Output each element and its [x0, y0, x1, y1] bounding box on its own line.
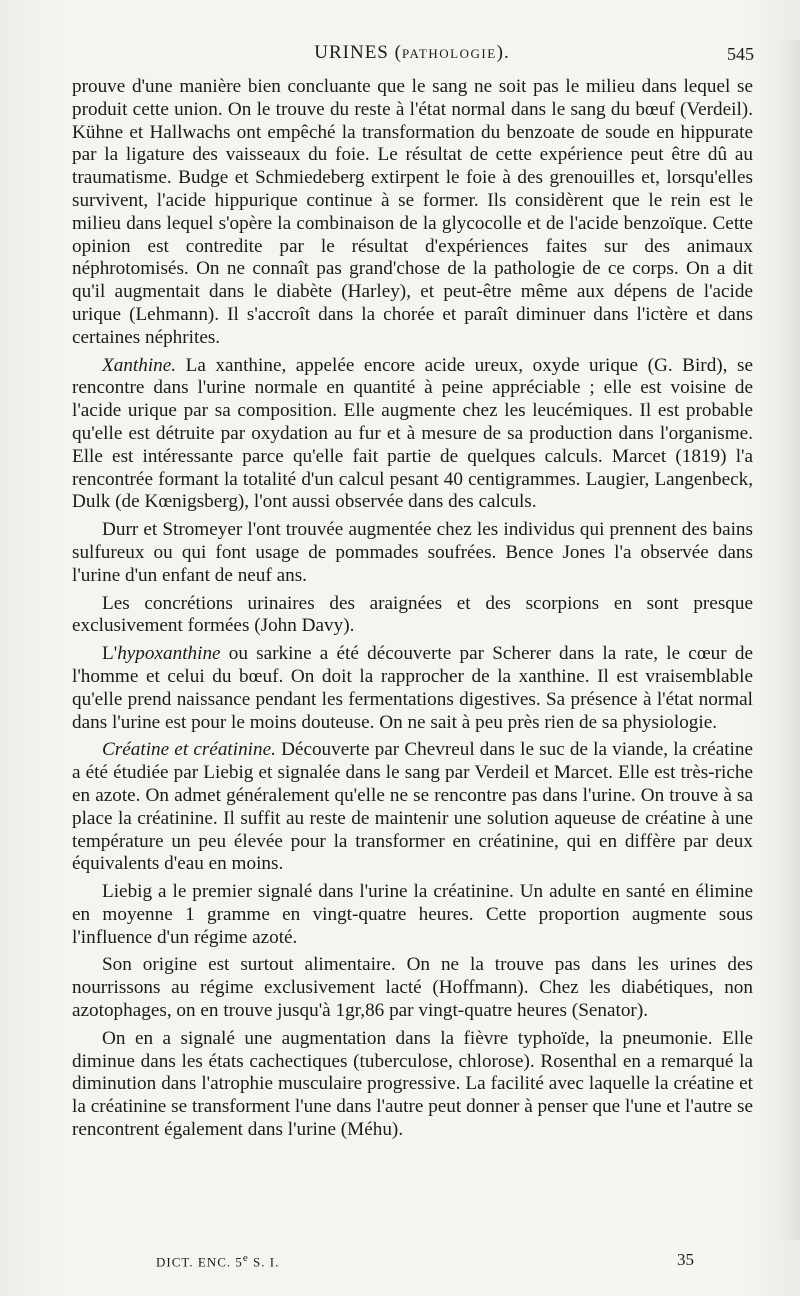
paragraph-concretions	[72, 593, 753, 639]
section-lead-hypoxanthine: hypoxanthine	[117, 643, 221, 665]
page-header	[72, 42, 752, 68]
paragraph-text: ou sarkine a été découverte par Scherer dans la rate, le cœur de l'homme et celui du bœuf. On doit la rapprocher de la xanthine. Il est vraisemblable qu'elle prend naissance pendant les fermentations digestives. Sa présence à l'état normal dans l'urine est pour le moins douteuse. On ne sait à peu près rien de sa physiologie.	[72, 643, 753, 733]
paragraph-text: La xanthine, appelée encore acide ureux, oxyde urique (G. Bird), se rencontre dans l'urine normale en quantité à peine appréciable ; elle est voisine de l'acide urique par sa composition. Elle augmente chez les leucémiques. Il est probable qu'elle est détruite par oxydation au fur et à mesure de sa production dans l'organisme. Elle est intéressante parce qu'elle fait partie de quelques calculs. Marcet (1819) l'a rencontrée formant la totalité d'un calcul pesant 40 centigrammes. Laugier, Langenbeck, Dulk (de Kœnigsberg), l'ont aussi observée dans des calculs.	[72, 354, 753, 513]
running-title-end: ).	[496, 42, 510, 63]
running-title-subtitle: PATHOLOGIE	[401, 46, 497, 61]
section-lead-article: L'	[102, 643, 118, 665]
signature-superscript: e	[242, 1252, 249, 1264]
paragraph-hypoxanthine	[72, 643, 753, 734]
page-footer	[156, 1252, 716, 1274]
paragraph-liebig	[72, 881, 753, 949]
paragraph-text: Son origine est surtout alimentaire. On ne la trouve pas dans les urines des nourrissons au régime exclusivement lacté (Hoffmann). Chez les diabétiques, non azotophages, on en trouve jusqu'à 1gr,86 par vingt-quatre heures (Senator).	[72, 954, 753, 1022]
section-lead-creatine: Créatine et créatinine.	[102, 739, 276, 761]
signature-right: S. I.	[248, 1254, 280, 1270]
paragraph-typhoid	[72, 1028, 753, 1142]
paragraph-text: On en a signalé une augmentation dans la fièvre typhoïde, la pneumonie. Elle diminue dans les états cachectiques (tuberculose, chlorose). Rosenthal en a remarqué la diminution dans l'atrophie musculaire progressive. La facilité avec laquelle la créatine et la créatinine se transforment l'une dans l'autre peut donner à penser que l'une et l'autre se rencontrent également dans l'urine (Méhu).	[72, 1027, 753, 1141]
paragraph-text: Liebig a le premier signalé dans l'urine la créatinine. Un adulte en santé en élimine en moyenne 1 gramme en vingt-quatre heures. Cette proportion augmente sous l'influence d'un régime azoté.	[72, 881, 753, 948]
body-text	[72, 76, 753, 1147]
paragraph-text: prouve d'une manière bien concluante que le sang ne soit pas le milieu dans lequel se produit cette union. On le trouve du reste à l'état normal dans le sang du bœuf (Verdeil). Kühne et Hallwachs ont empêché la transformation du benzoate de soude en hippurate par la ligature des vaisseaux du foie. Le résultat de cette expérience peut être dû au traumatisme. Budge et Schmiedeberg extirpent le foie à des grenouilles et, lorsqu'elles survivent, l'acide hippurique continue à se former. Ils considèrent que le rein est le milieu dans lequel s'opère la combinaison de la glycocolle et de l'acide benzoïque. Cette opinion est contredite par le résultat d'expériences faites sur des animaux néphrotomisés. On ne connaît pas grand'chose de la pathologie de ce corps. On a dit qu'il augmentait dans le diabète (Harley), et peut-être même aux dépens de l'acide urique (Lehmann). Il s'accroît dans la chorée et paraît diminuer dans l'ictère et dans certaines néphrites.	[72, 76, 753, 348]
sheet-number: 35	[677, 1250, 694, 1269]
running-title-main: URINES (	[314, 42, 402, 63]
running-title	[72, 42, 752, 64]
paragraph-text: Découverte par Chevreul dans le suc de la viande, la créatine a été étudiée par Liebig et signalée dans le sang par Verdeil et Marcet. Elle est très-riche en azote. On admet généralement qu'elle ne se rencontre pas dans l'urine. On trouve à sa place la créatinine. Il suffit au reste de maintenir une solution aqueuse de créatine à une température un peu élevée pour la transformer en créatinine, qui en diffère par deux équivalents d'eau en moins.	[72, 739, 753, 875]
paragraph-text: Durr et Stromeyer l'ont trouvée augmentée chez les individus qui prennent des bains sulfureux ou qui font usage de pommades soufrées. Bence Jones l'a observée dans l'urine d'un enfant de neuf ans.	[72, 519, 753, 586]
signature-left: DICT. ENC. 5	[156, 1254, 243, 1270]
paragraph-xanthine	[72, 355, 753, 515]
printer-signature	[156, 1252, 279, 1270]
paragraph-hippuric-acid	[72, 76, 753, 350]
paragraph-origin	[72, 954, 753, 1022]
paragraph-durr-stromeyer	[72, 519, 753, 587]
paragraph-creatine	[72, 739, 753, 876]
page-number: 545	[727, 44, 754, 64]
paragraph-text: Les concrétions urinaires des araignées et des scorpions en sont presque exclusivement formées (John Davy).	[72, 592, 753, 637]
section-lead-xanthine: Xanthine.	[102, 354, 177, 376]
facing-page-bleed	[778, 40, 800, 1240]
